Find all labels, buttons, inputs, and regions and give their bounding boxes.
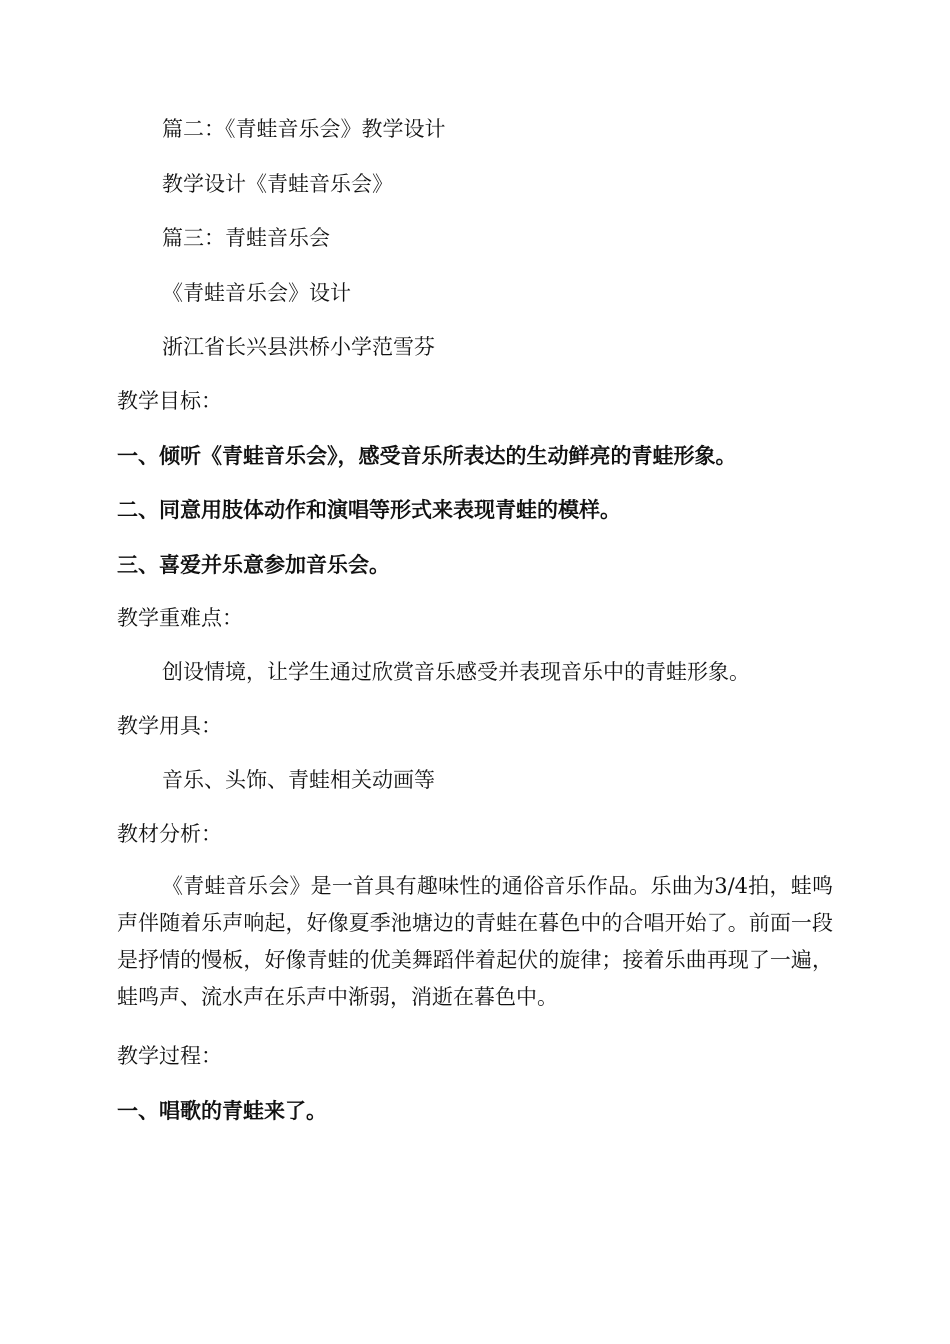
- objectives-heading: 教学目标：: [117, 389, 222, 413]
- tools-text: 音乐、头饰、青蛙相关动画等: [162, 768, 435, 792]
- process-heading: 教学过程：: [117, 1044, 222, 1068]
- analysis-heading: 教材分析：: [117, 822, 222, 846]
- chapter2-title: 篇二：《青蛙音乐会》教学设计: [162, 117, 446, 141]
- design-title: 《青蛙音乐会》设计: [162, 281, 351, 305]
- tools-heading: 教学用具：: [117, 714, 222, 738]
- author-line: 浙江省长兴县洪桥小学范雪芬: [162, 335, 435, 359]
- objective-item-1: 一、倾听《青蛙音乐会》，感受音乐所表达的生动鲜亮的青蛙形象。: [117, 443, 737, 468]
- analysis-paragraph: [117, 868, 833, 1016]
- objective-item-3: 三、喜爱并乐意参加音乐会。: [117, 552, 390, 577]
- chapter3-title: 篇三：青蛙音乐会: [162, 226, 330, 250]
- process-step-1: 一、唱歌的青蛙来了。: [117, 1098, 327, 1123]
- key-points-text: 创设情境，让学生通过欣赏音乐感受并表现音乐中的青蛙形象。: [162, 660, 750, 684]
- objective-item-2: 二、同意用肢体动作和演唱等形式来表现青蛙的模样。: [117, 497, 621, 522]
- key-points-heading: 教学重难点：: [117, 606, 243, 630]
- analysis-text: 《青蛙音乐会》是一首具有趣味性的通俗音乐作品。乐曲为3/4拍，蛙鸣声伴随着乐声响起，好像夏季池塘边的青蛙在暮色中的合唱开始了。前面一段是抒情的慢板，好像青蛙的优美舞蹈伴着起伏的旋律；接着乐曲再现了一遍，蛙鸣声、流水声在乐声中渐弱，消逝在暮色中。: [117, 874, 833, 1009]
- chapter2-subtitle: 教学设计《青蛙音乐会》: [162, 172, 393, 196]
